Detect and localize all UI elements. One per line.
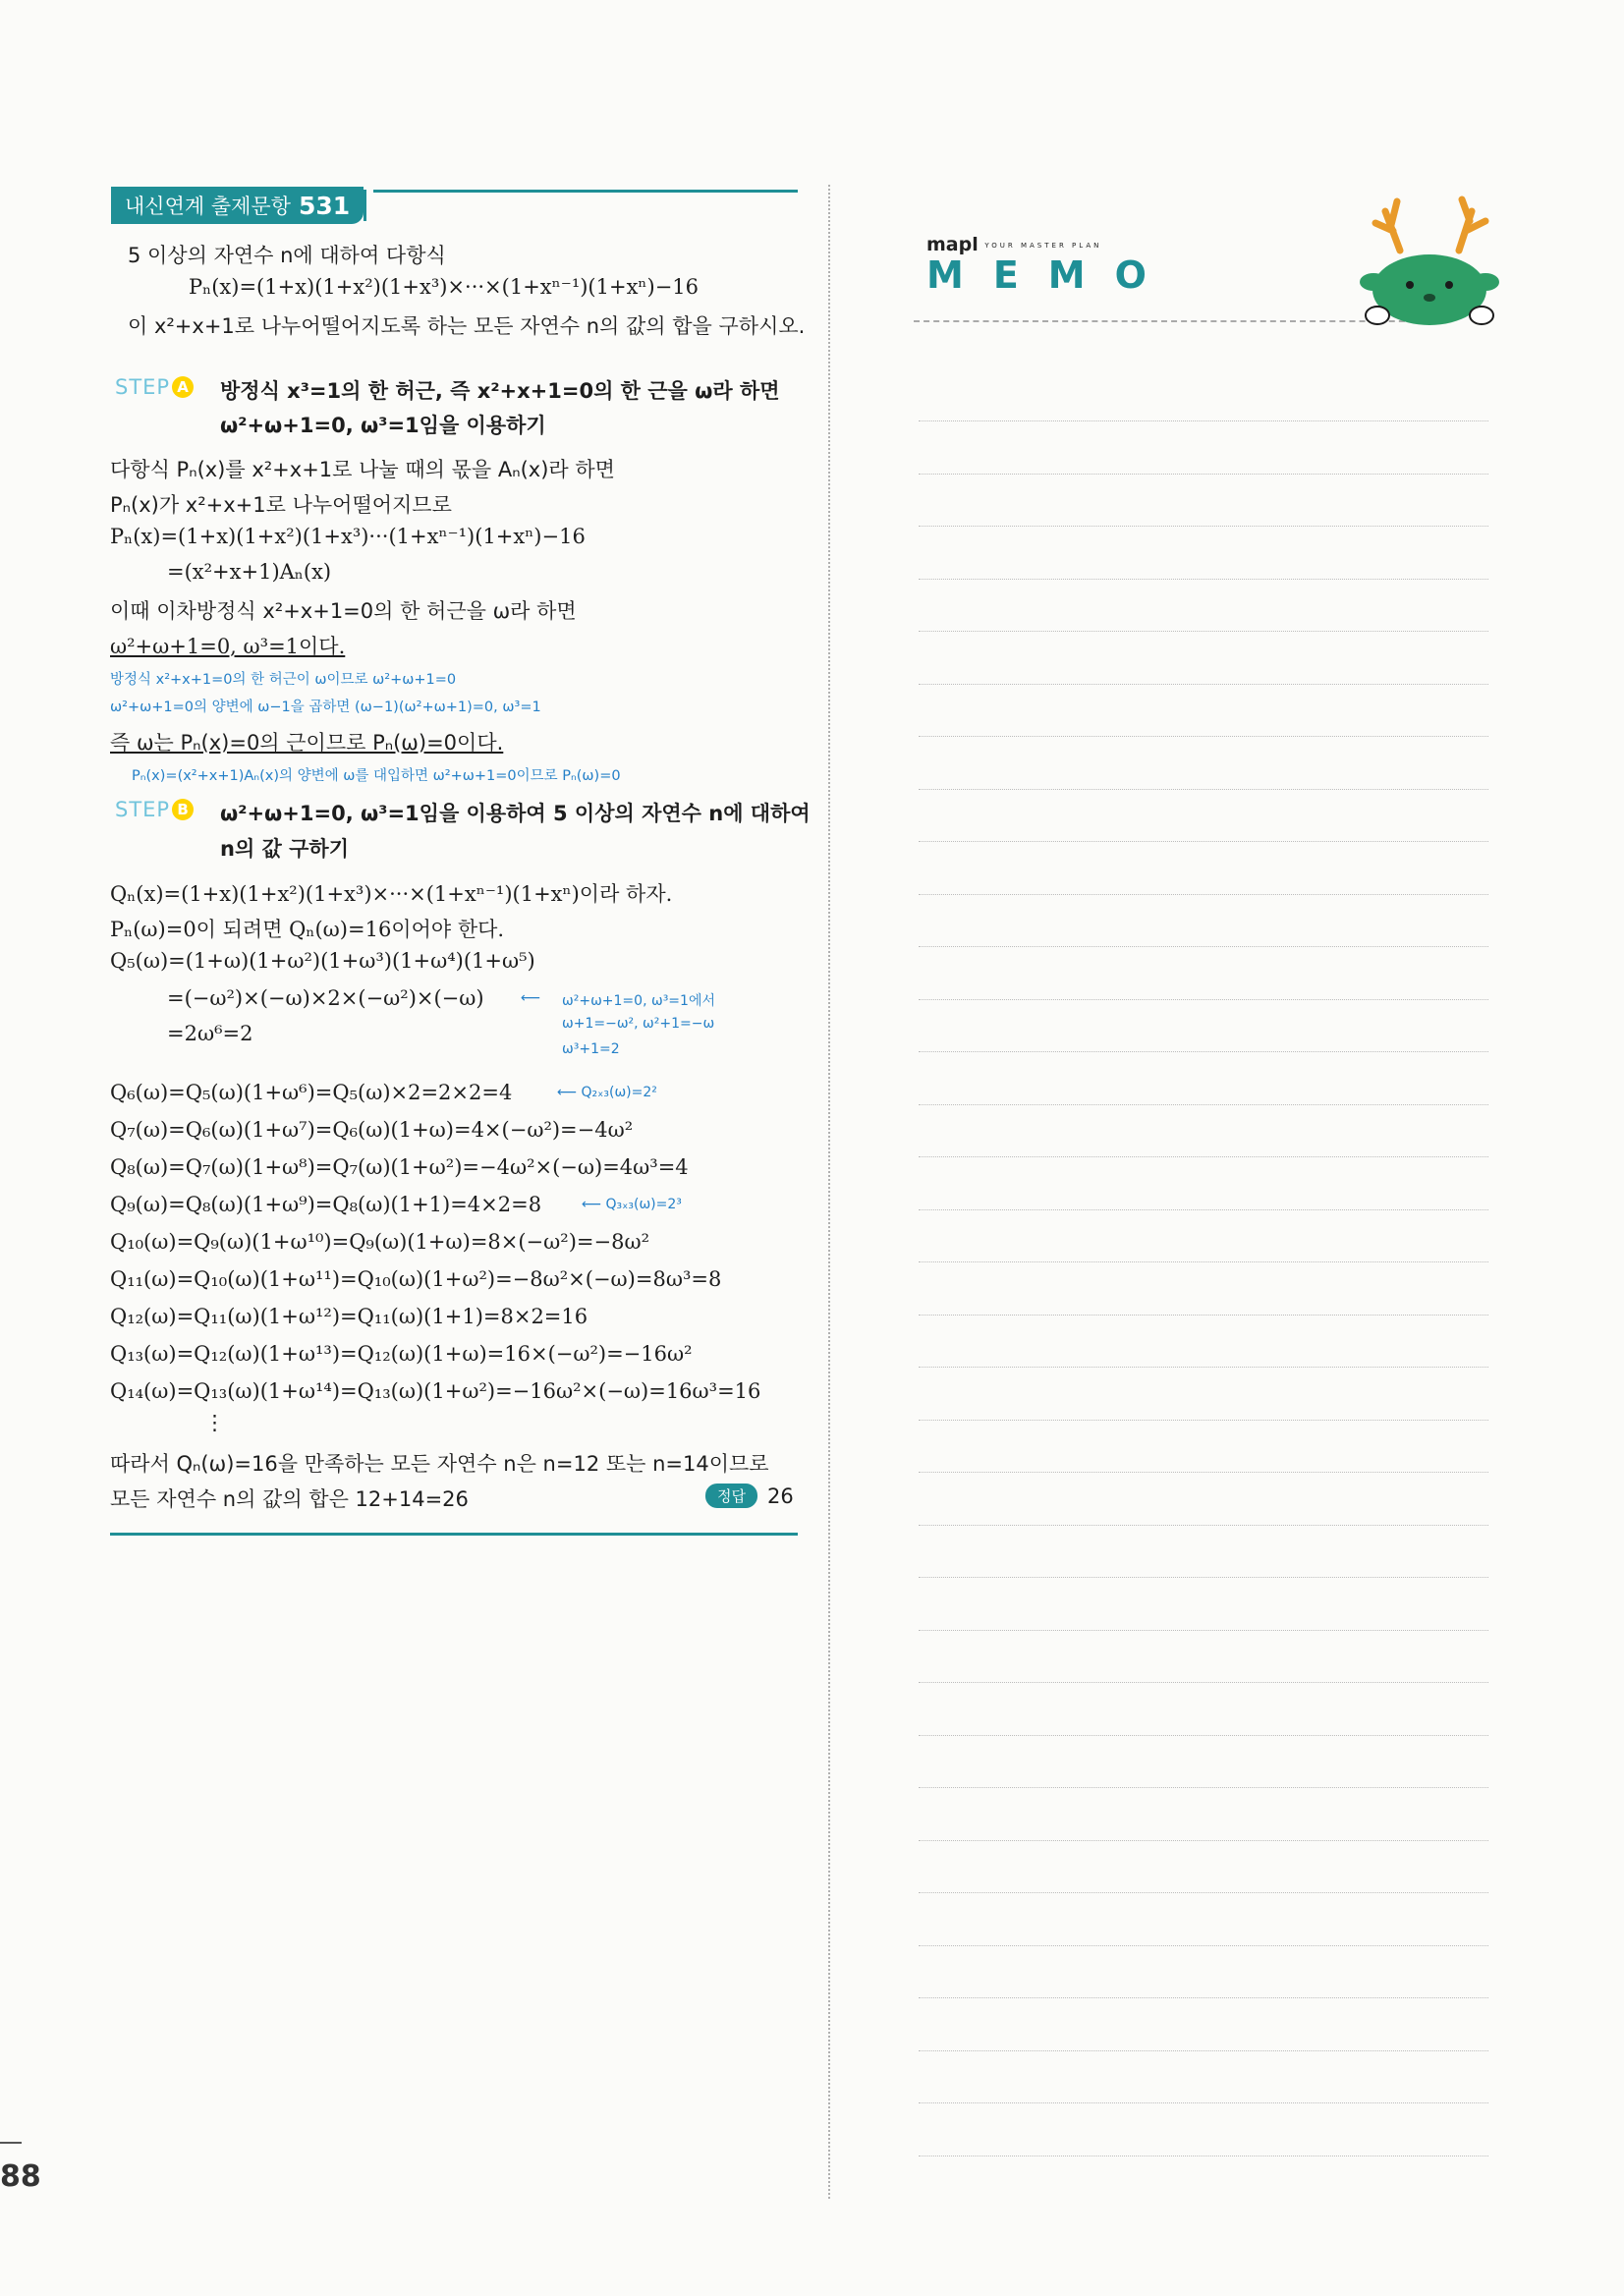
vertical-dots: ⋮	[204, 1411, 225, 1434]
memo-line	[919, 631, 1488, 632]
step-b-line-2: Pₙ(ω)=0이 되려면 Qₙ(ω)=16이어야 한다.	[110, 918, 505, 941]
step-a-line-4: =(x²+x+1)Aₙ(x)	[167, 560, 332, 584]
step-b-line-4: =(−ω²)×(−ω)×2×(−ω²)×(−ω)	[167, 986, 484, 1010]
recurrence-q6: Q₆(ω)=Q₅(ω)(1+ω⁶)=Q₅(ω)×2=2×2=4	[110, 1081, 513, 1104]
memo-line	[919, 1525, 1488, 1526]
problem-line-3: 이 x²+x+1로 나누어떨어지도록 하는 모든 자연수 n의 값의 합을 구하시오.	[128, 314, 806, 338]
memo-line	[919, 999, 1488, 1000]
recurrence-q10: Q₁₀(ω)=Q₉(ω)(1+ω¹⁰)=Q₉(ω)(1+ω)=8×(−ω²)=−8ω²	[110, 1230, 649, 1254]
memo-line	[919, 1787, 1488, 1788]
note-q6-text: Q₂ₓ₃(ω)=2²	[581, 1085, 657, 1100]
memo-line	[919, 579, 1488, 580]
step-a-title-1: 방정식 x³=1의 한 허근, 즉 x²+x+1=0의 한 근을 ω라 하면	[220, 379, 780, 403]
memo-line	[919, 2102, 1488, 2103]
section-tag	[111, 187, 364, 224]
note-q6: ⟵ Q₂ₓ₃(ω)=2²	[557, 1085, 657, 1100]
memo-line	[919, 1630, 1488, 1631]
side-note-3: ω³+1=2	[562, 1041, 620, 1057]
step-b-title-1: ω²+ω+1=0, ω³=1임을 이용하여 5 이상의 자연수 n에 대하여	[220, 802, 811, 825]
step-b-line-3: Q₅(ω)=(1+ω)(1+ω²)(1+ω³)(1+ω⁴)(1+ω⁵)	[110, 949, 535, 973]
note-q9: ⟵ Q₃ₓ₃(ω)=2³	[582, 1197, 682, 1212]
step-a-line-2: Pₙ(x)가 x²+x+1로 나누어떨어지므로	[110, 493, 452, 517]
section-tag-label: 내신연계 출제문항	[125, 195, 291, 218]
memo-line	[919, 894, 1488, 895]
page-number-rule	[0, 2142, 22, 2144]
step-a-line-1: 다항식 Pₙ(x)를 x²+x+1로 나눌 때의 몫을 Aₙ(x)라 하면	[110, 458, 615, 481]
conclusion-line-2: 모든 자연수 n의 값의 합은 12+14=26	[110, 1487, 469, 1511]
memo-line	[919, 1261, 1488, 1262]
recurrence-q9: Q₉(ω)=Q₈(ω)(1+ω⁹)=Q₈(ω)(1+1)=4×2=8	[110, 1193, 542, 1216]
note-q9-text: Q₃ₓ₃(ω)=2³	[605, 1197, 682, 1212]
answer	[705, 1484, 794, 1508]
memo-line	[919, 1051, 1488, 1052]
memo-line	[919, 841, 1488, 842]
memo-line	[919, 474, 1488, 475]
deer-mascot-icon	[1356, 192, 1503, 329]
recurrence-q13: Q₁₃(ω)=Q₁₂(ω)(1+ω¹³)=Q₁₂(ω)(1+ω)=16×(−ω²)=−16ω²	[110, 1342, 693, 1366]
recurrence-q12: Q₁₂(ω)=Q₁₁(ω)(1+ω¹²)=Q₁₁(ω)(1+1)=8×2=16	[110, 1305, 588, 1328]
memo-line	[919, 1104, 1488, 1105]
memo-line	[919, 1209, 1488, 1210]
step-a-line-6: ω²+ω+1=0, ω³=1이다.	[110, 635, 346, 658]
conclusion-line-1: 따라서 Qₙ(ω)=16을 만족하는 모든 자연수 n은 n=12 또는 n=14이므로	[110, 1452, 769, 1476]
step-a-badge: A	[172, 376, 194, 398]
step-b-line-5: =2ω⁶=2	[167, 1022, 253, 1045]
header-rule	[373, 190, 798, 193]
memo-line	[919, 526, 1488, 527]
memo-top-line	[914, 320, 1425, 322]
step-a-note-3: Pₙ(x)=(x²+x+1)Aₙ(x)의 양변에 ω를 대입하면 ω²+ω+1=0이므로 Pₙ(ω)=0	[132, 768, 621, 784]
bottom-rule	[110, 1533, 798, 1536]
recurrence-q8: Q₈(ω)=Q₇(ω)(1+ω⁸)=Q₇(ω)(1+ω²)=−4ω²×(−ω)=4ω³=4	[110, 1155, 689, 1179]
memo-line	[919, 1840, 1488, 1841]
problem-line-2: Pₙ(x)=(1+x)(1+x²)(1+x³)×···×(1+xⁿ⁻¹)(1+xⁿ)−16	[189, 275, 700, 299]
memo-brand	[926, 234, 1101, 255]
memo-brand-name: mapl	[926, 234, 979, 255]
memo-line	[919, 1577, 1488, 1578]
step-a-heading	[115, 375, 194, 399]
recurrence-q14: Q₁₄(ω)=Q₁₃(ω)(1+ω¹⁴)=Q₁₃(ω)(1+ω²)=−16ω²×(−ω)=16ω³=16	[110, 1379, 761, 1403]
memo-title: MEMO	[926, 253, 1176, 297]
memo-line	[919, 1892, 1488, 1893]
memo-brand-tagline: YOUR MASTER PLAN	[984, 242, 1102, 250]
step-a-line-5: 이때 이차방정식 x²+x+1=0의 한 허근을 ω라 하면	[110, 599, 577, 623]
answer-badge: 정답	[705, 1484, 757, 1508]
column-divider	[828, 185, 830, 2199]
side-note-2: ω+1=−ω², ω²+1=−ω	[562, 1016, 715, 1032]
step-a-note-2: ω²+ω+1=0의 양변에 ω−1을 곱하면 (ω−1)(ω²+ω+1)=0, ω³=1	[110, 700, 541, 715]
memo-line	[919, 1367, 1488, 1368]
memo-line	[919, 1420, 1488, 1421]
step-b-badge: B	[172, 799, 194, 820]
memo-line	[919, 736, 1488, 737]
header-rule-corner	[364, 190, 366, 221]
step-a-title-2: ω²+ω+1=0, ω³=1임을 이용하기	[220, 414, 546, 437]
memo-line	[919, 789, 1488, 790]
step-b-label: STEP	[115, 798, 171, 821]
side-note-arrow: ⟵	[521, 990, 541, 1006]
side-note-1: ω²+ω+1=0, ω³=1에서	[562, 993, 715, 1009]
answer-value: 26	[766, 1484, 794, 1508]
page-number: 88	[0, 2159, 41, 2194]
step-a-line-7: 즉 ω는 Pₙ(x)=0의 근이므로 Pₙ(ω)=0이다.	[110, 731, 504, 755]
step-b-line-1: Qₙ(x)=(1+x)(1+x²)(1+x³)×···×(1+xⁿ⁻¹)(1+xⁿ)이라 하자.	[110, 882, 673, 906]
step-a-label: STEP	[115, 375, 171, 399]
step-b-title-2: n의 값 구하기	[220, 837, 350, 861]
memo-line	[919, 1735, 1488, 1736]
memo-line	[919, 684, 1488, 685]
step-b-heading	[115, 798, 194, 821]
recurrence-q11: Q₁₁(ω)=Q₁₀(ω)(1+ω¹¹)=Q₁₀(ω)(1+ω²)=−8ω²×(−ω)=8ω³=8	[110, 1267, 722, 1291]
memo-line	[919, 1945, 1488, 1946]
memo-line	[919, 1472, 1488, 1473]
memo-line	[919, 1997, 1488, 1998]
memo-line	[919, 420, 1488, 421]
step-a-note-1: 방정식 x²+x+1=0의 한 허근이 ω이므로 ω²+ω+1=0	[110, 672, 457, 688]
memo-line	[919, 1682, 1488, 1683]
memo-line	[919, 946, 1488, 947]
problem-line-1: 5 이상의 자연수 n에 대하여 다항식	[128, 244, 446, 267]
memo-line	[919, 1315, 1488, 1316]
step-a-line-3: Pₙ(x)=(1+x)(1+x²)(1+x³)···(1+xⁿ⁻¹)(1+xⁿ)−16	[110, 525, 586, 548]
problem-number: 531	[298, 191, 351, 220]
recurrence-q7: Q₇(ω)=Q₆(ω)(1+ω⁷)=Q₆(ω)(1+ω)=4×(−ω²)=−4ω²	[110, 1118, 634, 1142]
memo-line	[919, 2050, 1488, 2051]
memo-line	[919, 1156, 1488, 1157]
